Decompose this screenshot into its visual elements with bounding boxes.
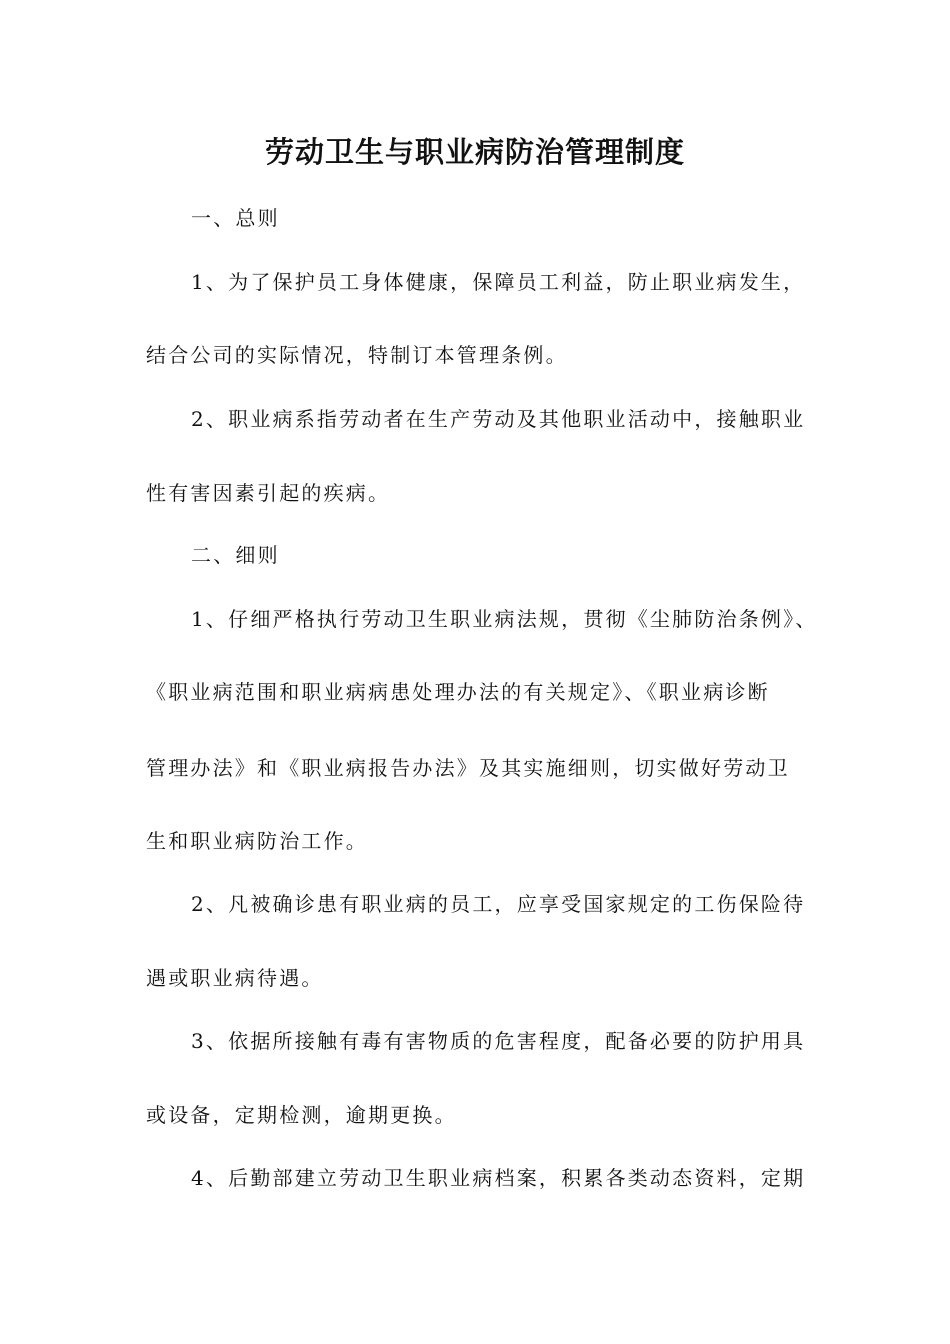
paragraph-line: 遇或职业病待遇。 [146,966,324,990]
paragraph-line: 或设备，定期检测，逾期更换。 [146,1103,457,1127]
paragraph-line: 3、依据所接触有毒有害物质的危害程度，配备必要的防护用具 [191,1029,806,1053]
paragraph-line: 4、后勤部建立劳动卫生职业病档案，积累各类动态资料，定期 [191,1166,806,1190]
document-title: 劳动卫生与职业病防治管理制度 [264,135,685,169]
paragraph-line: 性有害因素引起的疾病。 [146,481,391,505]
paragraph-line: 结合公司的实际情况，特制订本管理条例。 [146,343,568,367]
paragraph-line: 管理办法》和《职业病报告办法》及其实施细则，切实做好劳动卫 [146,756,790,780]
paragraph-line: 1、为了保护员工身体健康，保障员工利益，防止职业病发生， [191,270,806,294]
section-heading-general: 一、总则 [191,206,280,230]
paragraph-line: 生和职业病防治工作。 [146,829,368,853]
paragraph-line: 1、仔细严格执行劳动卫生职业病法规，贯彻《尘肺防治条例》、 [191,607,818,631]
paragraph-line: 2、凡被确诊患有职业病的员工，应享受国家规定的工伤保险待 [191,892,806,916]
section-heading-details: 二、细则 [191,543,280,567]
paragraph-line: 2、职业病系指劳动者在生产劳动及其他职业活动中，接触职业 [191,407,806,431]
paragraph-line: 《职业病范围和职业病病患处理办法的有关规定》、《职业病诊断 [146,680,770,704]
